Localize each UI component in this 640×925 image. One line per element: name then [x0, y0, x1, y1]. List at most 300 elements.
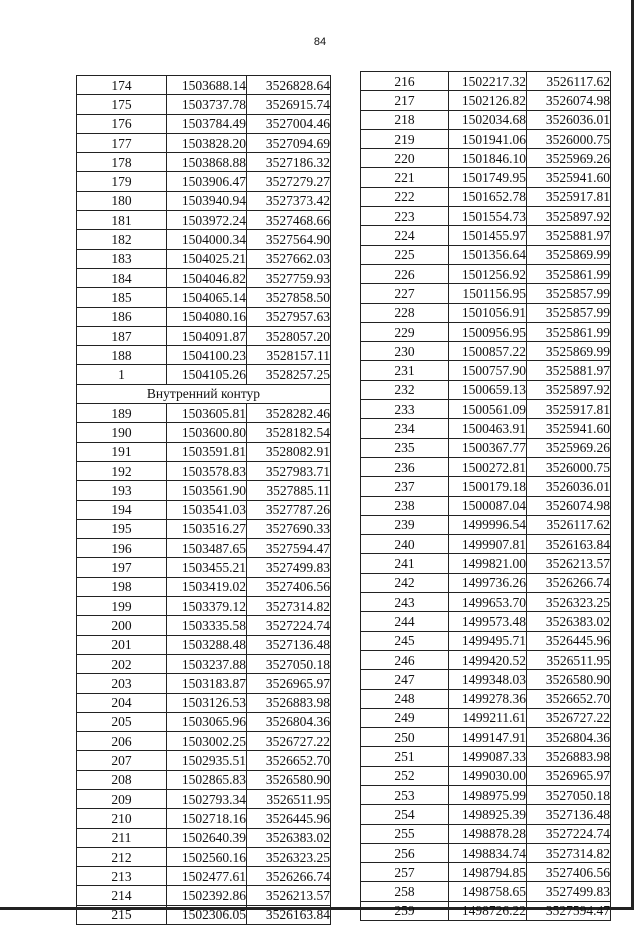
table-row — [77, 751, 331, 770]
table-row — [77, 346, 331, 365]
y-coordinate-cell: 3526965.97 — [247, 674, 331, 693]
x-coordinate-cell: 1502935.51 — [167, 751, 247, 770]
y-coordinate-cell: 3527468.66 — [247, 211, 331, 230]
point-number-cell: 223 — [361, 207, 449, 226]
y-coordinate-cell: 3525917.81 — [527, 400, 611, 419]
table-row — [77, 133, 331, 152]
y-coordinate-cell: 3527224.74 — [247, 616, 331, 635]
table-row — [361, 650, 611, 669]
y-coordinate-cell: 3525897.92 — [527, 207, 611, 226]
point-number-cell: 230 — [361, 342, 449, 361]
y-coordinate-cell: 3527050.18 — [527, 785, 611, 804]
point-number-cell: 246 — [361, 650, 449, 669]
y-coordinate-cell: 3527564.90 — [247, 230, 331, 249]
y-coordinate-cell: 3526652.70 — [247, 751, 331, 770]
y-coordinate-cell: 3526727.22 — [247, 732, 331, 751]
point-number-cell: 245 — [361, 631, 449, 650]
x-coordinate-cell: 1503940.94 — [167, 191, 247, 210]
point-number-cell: 208 — [77, 770, 167, 789]
y-coordinate-cell: 3527406.56 — [247, 577, 331, 596]
table-row — [361, 747, 611, 766]
y-coordinate-cell: 3525897.92 — [527, 380, 611, 399]
x-coordinate-cell: 1503455.21 — [167, 558, 247, 577]
x-coordinate-cell: 1503237.88 — [167, 654, 247, 673]
y-coordinate-cell: 3526580.90 — [527, 670, 611, 689]
point-number-cell: 185 — [77, 288, 167, 307]
y-coordinate-cell: 3527279.27 — [247, 172, 331, 191]
point-number-cell: 251 — [361, 747, 449, 766]
x-coordinate-cell: 1504065.14 — [167, 288, 247, 307]
table-row — [77, 153, 331, 172]
point-number-cell: 192 — [77, 461, 167, 480]
table-row — [361, 554, 611, 573]
x-coordinate-cell: 1499907.81 — [449, 535, 527, 554]
x-coordinate-cell: 1500087.04 — [449, 496, 527, 515]
x-coordinate-cell: 1500367.77 — [449, 438, 527, 457]
x-coordinate-cell: 1503126.53 — [167, 693, 247, 712]
y-coordinate-cell: 3528257.25 — [247, 365, 331, 384]
y-coordinate-cell: 3525941.60 — [527, 419, 611, 438]
y-coordinate-cell: 3526036.01 — [527, 110, 611, 129]
point-number-cell: 206 — [77, 732, 167, 751]
y-coordinate-cell: 3528157.11 — [247, 346, 331, 365]
point-number-cell: 216 — [361, 72, 449, 91]
point-number-cell: 235 — [361, 438, 449, 457]
point-number-cell: 205 — [77, 712, 167, 731]
y-coordinate-cell: 3526266.74 — [527, 573, 611, 592]
y-coordinate-cell: 3527499.83 — [247, 558, 331, 577]
x-coordinate-cell: 1503784.49 — [167, 114, 247, 133]
table-row — [77, 461, 331, 480]
x-coordinate-cell: 1503065.96 — [167, 712, 247, 731]
y-coordinate-cell: 3527094.69 — [247, 133, 331, 152]
x-coordinate-cell: 1500561.09 — [449, 400, 527, 419]
point-number-cell: 257 — [361, 863, 449, 882]
table-row — [361, 477, 611, 496]
table-row — [361, 284, 611, 303]
x-coordinate-cell: 1500757.90 — [449, 361, 527, 380]
x-coordinate-cell: 1499278.36 — [449, 689, 527, 708]
point-number-cell: 188 — [77, 346, 167, 365]
point-number-cell: 226 — [361, 264, 449, 283]
x-coordinate-cell: 1498925.39 — [449, 805, 527, 824]
x-coordinate-cell: 1502718.16 — [167, 809, 247, 828]
x-coordinate-cell: 1502477.61 — [167, 867, 247, 886]
y-coordinate-cell: 3526804.36 — [247, 712, 331, 731]
table-row — [361, 573, 611, 592]
point-number-cell: 194 — [77, 500, 167, 519]
y-coordinate-cell: 3526036.01 — [527, 477, 611, 496]
y-coordinate-cell: 3527594.47 — [247, 539, 331, 558]
x-coordinate-cell: 1503335.58 — [167, 616, 247, 635]
point-number-cell: 210 — [77, 809, 167, 828]
table-row — [361, 322, 611, 341]
x-coordinate-cell: 1499147.91 — [449, 728, 527, 747]
y-coordinate-cell: 3525857.99 — [527, 303, 611, 322]
x-coordinate-cell: 1503288.48 — [167, 635, 247, 654]
table-row — [361, 438, 611, 457]
point-number-cell: 214 — [77, 886, 167, 905]
x-coordinate-cell: 1503487.65 — [167, 539, 247, 558]
point-number-cell: 253 — [361, 785, 449, 804]
x-coordinate-cell: 1503828.20 — [167, 133, 247, 152]
table-row — [77, 635, 331, 654]
point-number-cell: 249 — [361, 708, 449, 727]
table-row — [77, 211, 331, 230]
section-row — [77, 384, 331, 403]
table-row — [361, 168, 611, 187]
y-coordinate-cell: 3525857.99 — [527, 284, 611, 303]
x-coordinate-cell: 1503591.81 — [167, 442, 247, 461]
point-number-cell: 195 — [77, 519, 167, 538]
y-coordinate-cell: 3526213.57 — [247, 886, 331, 905]
point-number-cell: 198 — [77, 577, 167, 596]
table-row — [361, 110, 611, 129]
y-coordinate-cell: 3527499.83 — [527, 882, 611, 901]
x-coordinate-cell: 1500463.91 — [449, 419, 527, 438]
y-coordinate-cell: 3527759.93 — [247, 268, 331, 287]
point-number-cell: 247 — [361, 670, 449, 689]
table-row — [361, 457, 611, 476]
x-coordinate-cell: 1504100.23 — [167, 346, 247, 365]
y-coordinate-cell: 3528082.91 — [247, 442, 331, 461]
point-number-cell: 233 — [361, 400, 449, 419]
point-number-cell: 200 — [77, 616, 167, 635]
table-row — [77, 191, 331, 210]
table-row — [361, 207, 611, 226]
y-coordinate-cell: 3526727.22 — [527, 708, 611, 727]
x-coordinate-cell: 1504080.16 — [167, 307, 247, 326]
table-row — [77, 249, 331, 268]
point-number-cell: 256 — [361, 843, 449, 862]
point-number-cell: 186 — [77, 307, 167, 326]
y-coordinate-cell: 3526652.70 — [527, 689, 611, 708]
x-coordinate-cell: 1504046.82 — [167, 268, 247, 287]
x-coordinate-cell: 1502865.83 — [167, 770, 247, 789]
point-number-cell: 232 — [361, 380, 449, 399]
point-number-cell: 181 — [77, 211, 167, 230]
table-row — [77, 172, 331, 191]
table-row — [77, 886, 331, 905]
table-row — [77, 404, 331, 423]
x-coordinate-cell: 1503737.78 — [167, 95, 247, 114]
point-number-cell: 196 — [77, 539, 167, 558]
table-row — [77, 307, 331, 326]
x-coordinate-cell: 1503561.90 — [167, 481, 247, 500]
y-coordinate-cell: 3527858.50 — [247, 288, 331, 307]
table-row — [77, 423, 331, 442]
y-coordinate-cell: 3525881.97 — [527, 361, 611, 380]
table-row — [77, 326, 331, 345]
point-number-cell: 243 — [361, 593, 449, 612]
point-number-cell: 228 — [361, 303, 449, 322]
table-row — [361, 245, 611, 264]
y-coordinate-cell: 3526266.74 — [247, 867, 331, 886]
point-number-cell: 187 — [77, 326, 167, 345]
x-coordinate-cell: 1502034.68 — [449, 110, 527, 129]
x-coordinate-cell: 1504091.87 — [167, 326, 247, 345]
table-row — [361, 419, 611, 438]
table-row — [361, 631, 611, 650]
y-coordinate-cell: 3527314.82 — [247, 597, 331, 616]
point-number-cell: 220 — [361, 149, 449, 168]
y-coordinate-cell: 3525861.99 — [527, 322, 611, 341]
point-number-cell: 250 — [361, 728, 449, 747]
x-coordinate-cell: 1504105.26 — [167, 365, 247, 384]
point-number-cell: 212 — [77, 847, 167, 866]
y-coordinate-cell: 3527004.46 — [247, 114, 331, 133]
y-coordinate-cell: 3527594.47 — [527, 901, 611, 920]
x-coordinate-cell: 1498758.65 — [449, 882, 527, 901]
table-row — [361, 72, 611, 91]
y-coordinate-cell: 3526511.95 — [247, 789, 331, 808]
table-row — [77, 481, 331, 500]
y-coordinate-cell: 3528057.20 — [247, 326, 331, 345]
table-row — [77, 558, 331, 577]
table-row — [77, 539, 331, 558]
y-coordinate-cell: 3526074.98 — [527, 496, 611, 515]
point-number-cell: 218 — [361, 110, 449, 129]
x-coordinate-cell: 1500272.81 — [449, 457, 527, 476]
x-coordinate-cell: 1503379.12 — [167, 597, 247, 616]
table-row — [361, 361, 611, 380]
point-number-cell: 259 — [361, 901, 449, 920]
table-row — [77, 867, 331, 886]
table-row — [361, 535, 611, 554]
x-coordinate-cell: 1503183.87 — [167, 674, 247, 693]
point-number-cell: 229 — [361, 322, 449, 341]
table-row — [361, 805, 611, 824]
x-coordinate-cell: 1502126.82 — [449, 91, 527, 110]
point-number-cell: 231 — [361, 361, 449, 380]
x-coordinate-cell: 1499211.61 — [449, 708, 527, 727]
table-row — [77, 693, 331, 712]
x-coordinate-cell: 1498878.28 — [449, 824, 527, 843]
point-number-cell: 244 — [361, 612, 449, 631]
table-row — [361, 708, 611, 727]
point-number-cell: 236 — [361, 457, 449, 476]
x-coordinate-cell: 1499653.70 — [449, 593, 527, 612]
y-coordinate-cell: 3526163.84 — [247, 905, 331, 924]
x-coordinate-cell: 1503419.02 — [167, 577, 247, 596]
table-row — [77, 577, 331, 596]
y-coordinate-cell: 3528182.54 — [247, 423, 331, 442]
table-row — [77, 268, 331, 287]
x-coordinate-cell: 1498726.22 — [449, 901, 527, 920]
x-coordinate-cell: 1501356.64 — [449, 245, 527, 264]
y-coordinate-cell: 3527136.48 — [247, 635, 331, 654]
y-coordinate-cell: 3525881.97 — [527, 226, 611, 245]
x-coordinate-cell: 1500857.22 — [449, 342, 527, 361]
y-coordinate-cell: 3526804.36 — [527, 728, 611, 747]
x-coordinate-cell: 1498975.99 — [449, 785, 527, 804]
table-row — [77, 114, 331, 133]
point-number-cell: 242 — [361, 573, 449, 592]
y-coordinate-cell: 3527885.11 — [247, 481, 331, 500]
y-coordinate-cell: 3526965.97 — [527, 766, 611, 785]
x-coordinate-cell: 1503906.47 — [167, 172, 247, 191]
table-row — [361, 843, 611, 862]
x-coordinate-cell: 1501941.06 — [449, 129, 527, 148]
x-coordinate-cell: 1503688.14 — [167, 76, 247, 95]
table-row — [77, 732, 331, 751]
table-row — [361, 593, 611, 612]
table-row — [361, 824, 611, 843]
y-coordinate-cell: 3526163.84 — [527, 535, 611, 554]
x-coordinate-cell: 1498794.85 — [449, 863, 527, 882]
y-coordinate-cell: 3526074.98 — [527, 91, 611, 110]
table-row — [361, 901, 611, 920]
x-coordinate-cell: 1499821.00 — [449, 554, 527, 573]
table-row — [77, 789, 331, 808]
y-coordinate-cell: 3526213.57 — [527, 554, 611, 573]
point-number-cell: 209 — [77, 789, 167, 808]
x-coordinate-cell: 1501652.78 — [449, 187, 527, 206]
table-row — [77, 905, 331, 924]
point-number-cell: 175 — [77, 95, 167, 114]
table-row — [361, 187, 611, 206]
point-number-cell: 219 — [361, 129, 449, 148]
table-row — [361, 728, 611, 747]
y-coordinate-cell: 3527406.56 — [527, 863, 611, 882]
y-coordinate-cell: 3525869.99 — [527, 245, 611, 264]
x-coordinate-cell: 1501749.95 — [449, 168, 527, 187]
x-coordinate-cell: 1504000.34 — [167, 230, 247, 249]
point-number-cell: 248 — [361, 689, 449, 708]
table-row — [77, 288, 331, 307]
table-row — [77, 770, 331, 789]
y-coordinate-cell: 3526580.90 — [247, 770, 331, 789]
y-coordinate-cell: 3527050.18 — [247, 654, 331, 673]
x-coordinate-cell: 1500956.95 — [449, 322, 527, 341]
point-number-cell: 222 — [361, 187, 449, 206]
point-number-cell: 258 — [361, 882, 449, 901]
x-coordinate-cell: 1502392.86 — [167, 886, 247, 905]
x-coordinate-cell: 1503868.88 — [167, 153, 247, 172]
table-row — [361, 785, 611, 804]
y-coordinate-cell: 3527314.82 — [527, 843, 611, 862]
table-row — [361, 882, 611, 901]
point-number-cell: 221 — [361, 168, 449, 187]
x-coordinate-cell: 1502640.39 — [167, 828, 247, 847]
point-number-cell: 178 — [77, 153, 167, 172]
point-number-cell: 234 — [361, 419, 449, 438]
table-row — [361, 303, 611, 322]
y-coordinate-cell: 3526117.62 — [527, 515, 611, 534]
table-row — [77, 828, 331, 847]
table-row — [77, 809, 331, 828]
point-number-cell: 213 — [77, 867, 167, 886]
table-row — [361, 670, 611, 689]
y-coordinate-cell: 3527186.32 — [247, 153, 331, 172]
point-number-cell: 1 — [77, 365, 167, 384]
y-coordinate-cell: 3526323.25 — [247, 847, 331, 866]
table-row — [77, 365, 331, 384]
point-number-cell: 239 — [361, 515, 449, 534]
point-number-cell: 177 — [77, 133, 167, 152]
table-row — [77, 674, 331, 693]
x-coordinate-cell: 1502306.05 — [167, 905, 247, 924]
table-row — [361, 766, 611, 785]
y-coordinate-cell: 3526511.95 — [527, 650, 611, 669]
y-coordinate-cell: 3527787.26 — [247, 500, 331, 519]
point-number-cell: 204 — [77, 693, 167, 712]
x-coordinate-cell: 1503972.24 — [167, 211, 247, 230]
point-number-cell: 199 — [77, 597, 167, 616]
x-coordinate-cell: 1503516.27 — [167, 519, 247, 538]
point-number-cell: 189 — [77, 404, 167, 423]
x-coordinate-cell: 1503578.83 — [167, 461, 247, 480]
table-row — [77, 654, 331, 673]
table-row — [77, 597, 331, 616]
table-row — [77, 442, 331, 461]
x-coordinate-cell: 1502217.32 — [449, 72, 527, 91]
point-number-cell: 184 — [77, 268, 167, 287]
point-number-cell: 176 — [77, 114, 167, 133]
table-row — [361, 129, 611, 148]
point-number-cell: 211 — [77, 828, 167, 847]
point-number-cell: 197 — [77, 558, 167, 577]
table-row — [361, 342, 611, 361]
table-row — [361, 496, 611, 515]
x-coordinate-cell: 1499736.26 — [449, 573, 527, 592]
point-number-cell: 240 — [361, 535, 449, 554]
point-number-cell: 217 — [361, 91, 449, 110]
y-coordinate-cell: 3525969.26 — [527, 149, 611, 168]
section-title: Внутренний контур — [77, 384, 331, 403]
x-coordinate-cell: 1503600.80 — [167, 423, 247, 442]
x-coordinate-cell: 1500659.13 — [449, 380, 527, 399]
table-row — [77, 230, 331, 249]
point-number-cell: 241 — [361, 554, 449, 573]
y-coordinate-cell: 3526323.25 — [527, 593, 611, 612]
point-number-cell: 203 — [77, 674, 167, 693]
x-coordinate-cell: 1504025.21 — [167, 249, 247, 268]
table-row — [77, 95, 331, 114]
point-number-cell: 191 — [77, 442, 167, 461]
y-coordinate-cell: 3528282.46 — [247, 404, 331, 423]
x-coordinate-cell: 1499030.00 — [449, 766, 527, 785]
point-number-cell: 174 — [77, 76, 167, 95]
coordinates-table-right — [360, 71, 611, 921]
table-row — [77, 847, 331, 866]
x-coordinate-cell: 1501156.95 — [449, 284, 527, 303]
point-number-cell: 227 — [361, 284, 449, 303]
point-number-cell: 252 — [361, 766, 449, 785]
point-number-cell: 190 — [77, 423, 167, 442]
y-coordinate-cell: 3527983.71 — [247, 461, 331, 480]
point-number-cell: 224 — [361, 226, 449, 245]
x-coordinate-cell: 1499348.03 — [449, 670, 527, 689]
point-number-cell: 225 — [361, 245, 449, 264]
point-number-cell: 254 — [361, 805, 449, 824]
table-row — [361, 380, 611, 399]
x-coordinate-cell: 1503541.03 — [167, 500, 247, 519]
y-coordinate-cell: 3525869.99 — [527, 342, 611, 361]
point-number-cell: 237 — [361, 477, 449, 496]
y-coordinate-cell: 3526383.02 — [527, 612, 611, 631]
x-coordinate-cell: 1499996.54 — [449, 515, 527, 534]
point-number-cell: 207 — [77, 751, 167, 770]
x-coordinate-cell: 1500179.18 — [449, 477, 527, 496]
point-number-cell: 183 — [77, 249, 167, 268]
x-coordinate-cell: 1499420.52 — [449, 650, 527, 669]
table-row — [77, 519, 331, 538]
y-coordinate-cell: 3527224.74 — [527, 824, 611, 843]
y-coordinate-cell: 3526445.96 — [527, 631, 611, 650]
x-coordinate-cell: 1501846.10 — [449, 149, 527, 168]
y-coordinate-cell: 3526915.74 — [247, 95, 331, 114]
